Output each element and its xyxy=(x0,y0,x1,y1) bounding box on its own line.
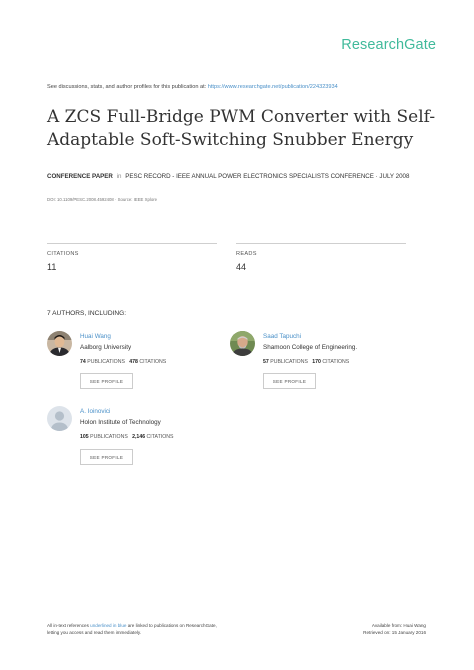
availability-note xyxy=(363,622,426,636)
avatar-a-ioinovici[interactable] xyxy=(47,406,72,431)
see-profile-button[interactable]: SEE PROFILE xyxy=(80,449,133,465)
paper-title: A ZCS Full-Bridge PWM Converter with Self-Adaptable Soft-Switching Snubber Energy xyxy=(47,107,436,150)
see-discussions-text: See discussions, stats, and author profiles for this publication at: xyxy=(47,84,208,90)
publication-url-link[interactable]: https://www.researchgate.net/publication/224323934 xyxy=(207,84,338,90)
citations-count: 170 xyxy=(312,359,321,365)
publications-label: PUBLICATIONS xyxy=(87,359,125,365)
author-name-huai-wang[interactable]: Huai Wang xyxy=(80,333,111,340)
person-photo-icon xyxy=(230,331,255,356)
author-institution: Shamoon College of Engineering. xyxy=(263,344,358,351)
reads-count: 44 xyxy=(236,262,247,272)
citations-label: CITATIONS xyxy=(322,359,350,365)
citations-count: 478 xyxy=(129,359,138,365)
avatar-saad-tapuchi[interactable] xyxy=(230,331,255,356)
author-name-a-ioinovici[interactable]: A. Ioinovici xyxy=(80,408,111,415)
researchgate-logo[interactable]: ResearchGate xyxy=(341,37,436,53)
author-stats xyxy=(80,434,173,440)
see-profile-button[interactable]: SEE PROFILE xyxy=(80,373,133,389)
publications-label: PUBLICATIONS xyxy=(270,359,308,365)
citations-count: 11 xyxy=(47,262,57,272)
citations-count: 2,146 xyxy=(132,434,146,440)
footer-line-2: letting you access and read them immediately. xyxy=(47,630,142,635)
citations-label: CITATIONS xyxy=(139,359,167,365)
citations-divider xyxy=(47,243,217,244)
publications-count: 105 xyxy=(80,434,89,440)
available-from: Available from: Huai Wang xyxy=(371,623,426,628)
reads-label: READS xyxy=(236,251,257,257)
see-profile-button[interactable]: SEE PROFILE xyxy=(263,373,316,389)
person-photo-icon xyxy=(47,331,72,356)
footer-text: are linked to publications on ResearchGate, xyxy=(126,623,217,628)
footer-note xyxy=(47,622,217,636)
author-institution: Aalborg University xyxy=(80,344,132,351)
author-stats xyxy=(80,359,166,365)
publications-count: 57 xyxy=(263,359,269,365)
see-discussions-line xyxy=(47,84,338,90)
in-label: in xyxy=(116,173,122,180)
author-stats xyxy=(263,359,349,365)
authors-heading: 7 AUTHORS, INCLUDING: xyxy=(47,310,127,317)
citations-label: CITATIONS xyxy=(146,434,174,440)
author-institution: Holon Institute of Technology xyxy=(80,419,161,426)
default-avatar-icon xyxy=(47,406,72,431)
footer-text: All in-text references xyxy=(47,623,91,628)
retrieved-on: Retrieved on: 15 January 2016 xyxy=(363,630,426,635)
citations-label: CITATIONS xyxy=(47,251,79,257)
publications-count: 74 xyxy=(80,359,86,365)
publication-type: CONFERENCE PAPER xyxy=(47,173,113,180)
publication-venue: PESC RECORD - IEEE ANNUAL POWER ELECTRONICS SPECIALISTS CONFERENCE · JULY 2008 xyxy=(125,173,410,180)
underlined-in-blue-link[interactable]: underlined in blue xyxy=(90,623,127,628)
footer-line-1 xyxy=(47,622,217,629)
author-name-saad-tapuchi[interactable]: Saad Tapuchi xyxy=(263,333,302,340)
publication-meta xyxy=(47,173,432,182)
reads-divider xyxy=(236,243,406,244)
publications-label: PUBLICATIONS xyxy=(90,434,128,440)
doi-line: DOI: 10.1109/PESC.2008.4592408 · Source: IEEE Xplore xyxy=(47,197,158,202)
avatar-huai-wang[interactable] xyxy=(47,331,72,356)
